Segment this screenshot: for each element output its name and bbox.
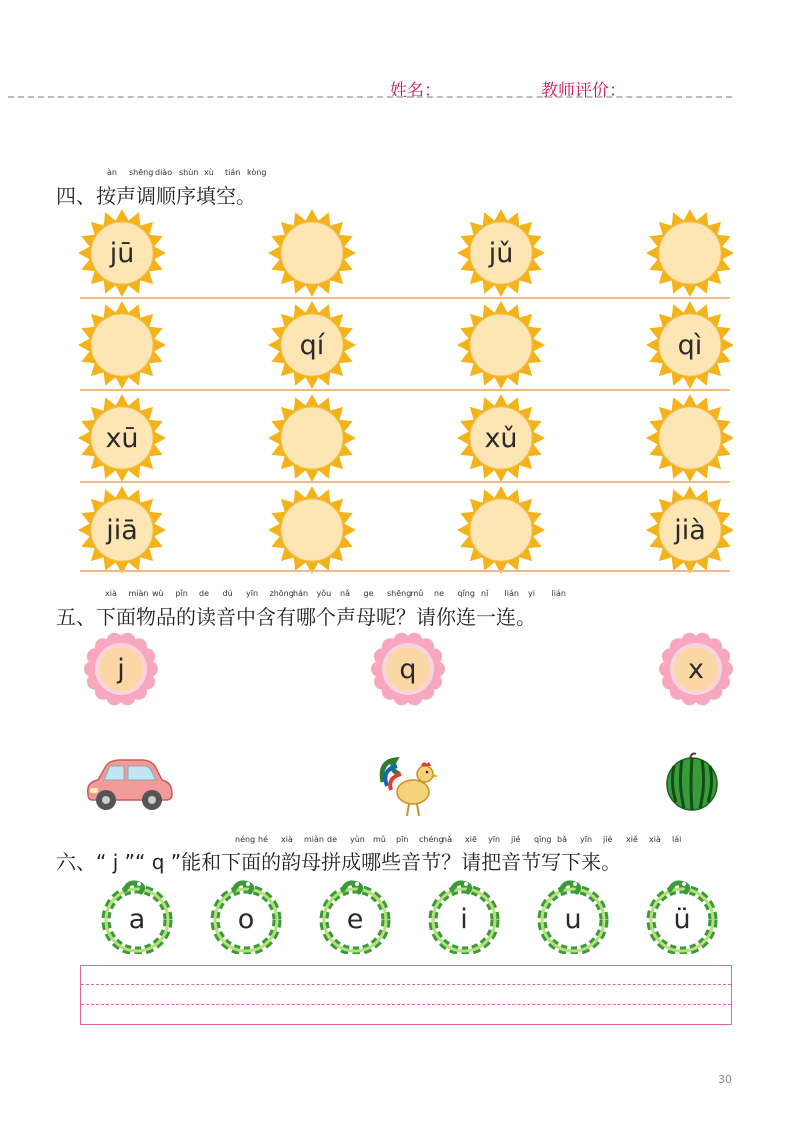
final-snail[interactable] — [317, 878, 393, 954]
sun-syllable: qí — [299, 329, 325, 361]
sun-syllable — [266, 207, 358, 299]
pinyin-annotation: mǔ — [410, 589, 424, 598]
watermelon-picture[interactable] — [664, 752, 720, 812]
car-picture[interactable] — [80, 754, 176, 814]
pinyin-annotation: jié — [511, 835, 521, 844]
pinyin-annotation: xiē — [465, 835, 477, 844]
initial-flower-j[interactable] — [84, 632, 158, 706]
pinyin-annotation: lián — [551, 589, 566, 598]
final-snail[interactable] — [426, 878, 502, 954]
pinyin-annotation: ge — [363, 589, 374, 598]
final-snail[interactable] — [644, 878, 720, 954]
pinyin-annotation: hé — [258, 835, 268, 844]
pinyin-annotation: qǐng — [457, 589, 475, 598]
initial-flower-q[interactable] — [371, 632, 445, 706]
sun-syllable: xū — [105, 422, 139, 454]
sun-syllable — [455, 484, 547, 576]
final-label: e — [346, 903, 364, 935]
pinyin-annotation: pǐn — [175, 589, 188, 598]
sun-cell[interactable] — [455, 484, 547, 576]
final-snail[interactable] — [535, 878, 611, 954]
sun-syllable: xǔ — [484, 422, 518, 454]
section5-pinyin — [105, 589, 585, 599]
pinyin-annotation: wù — [152, 589, 164, 598]
sun-cell[interactable] — [455, 392, 547, 484]
pinyin-annotation: nǐ — [481, 589, 489, 598]
sun-cell[interactable] — [266, 299, 358, 391]
initial-flower-x[interactable] — [659, 632, 733, 706]
section6-title: 六、“ j ”“ q ”能和下面的韵母拼成哪些音节？请把音节写下来。 — [56, 850, 622, 874]
section4-title: 四、按声调顺序填空。 — [56, 184, 256, 208]
sun-cell[interactable] — [644, 299, 736, 391]
sun-cell[interactable] — [455, 299, 547, 391]
pinyin-annotation: miàn — [128, 589, 149, 598]
sun-syllable: qì — [677, 329, 703, 361]
pinyin-annotation: dú — [222, 589, 233, 598]
sun-syllable — [266, 392, 358, 484]
pinyin-annotation: yīn — [246, 589, 259, 598]
row-divider — [80, 481, 730, 483]
pinyin-annotation: xià — [105, 589, 117, 598]
writing-area[interactable] — [80, 965, 732, 1025]
sun-cell[interactable] — [644, 207, 736, 299]
pinyin-annotation: jié — [603, 835, 613, 844]
pinyin-annotation: zhōng — [269, 589, 294, 598]
sun-syllable: jū — [109, 237, 135, 269]
pinyin-annotation: xià — [649, 835, 661, 844]
pinyin-annotation: nǎ — [442, 835, 452, 844]
pinyin-annotation: qǐng — [534, 835, 552, 844]
pinyin-annotation: lián — [504, 589, 519, 598]
pinyin-annotation: de — [327, 835, 337, 844]
row-divider — [80, 570, 730, 572]
sun-cell[interactable] — [76, 207, 168, 299]
sun-cell[interactable] — [76, 299, 168, 391]
sun-cell[interactable] — [644, 484, 736, 576]
final-label: o — [237, 903, 255, 935]
pinyin-annotation: yùn — [350, 835, 365, 844]
pinyin-annotation: yīn — [488, 835, 501, 844]
sun-syllable — [266, 484, 358, 576]
sun-syllable: jià — [674, 514, 706, 546]
header-dashed-divider — [8, 96, 732, 98]
pinyin-annotation: chéng — [419, 835, 444, 844]
pinyin-annotation: yǒu — [316, 589, 332, 598]
pinyin-annotation: yi — [528, 589, 535, 598]
pinyin-annotation: nǎ — [340, 589, 350, 598]
pinyin-annotation: néng — [235, 835, 256, 844]
page-number: 30 — [718, 1073, 732, 1086]
sun-cell[interactable] — [644, 392, 736, 484]
pinyin-annotation: shēng — [387, 589, 412, 598]
pinyin-annotation: pīn — [396, 835, 409, 844]
pinyin-annotation: de — [199, 589, 209, 598]
sun-cell[interactable] — [76, 484, 168, 576]
teacher-evaluation-label: 教师评价： — [541, 81, 626, 101]
final-label: ü — [673, 903, 691, 935]
initial-label: q — [399, 653, 417, 685]
section6-pinyin — [235, 835, 705, 845]
sun-syllable: jǔ — [488, 237, 514, 269]
sun-cell[interactable] — [455, 207, 547, 299]
initial-label: x — [688, 653, 704, 685]
writing-guide-line — [81, 984, 731, 985]
pinyin-annotation: bǎ — [557, 835, 567, 844]
initial-label: j — [117, 653, 125, 685]
sun-cell[interactable] — [266, 484, 358, 576]
pinyin-annotation: xiě — [626, 835, 638, 844]
sun-cell[interactable] — [76, 392, 168, 484]
sun-cell[interactable] — [266, 392, 358, 484]
final-label: i — [460, 903, 468, 935]
name-label: 姓名： — [390, 81, 441, 101]
final-label: a — [128, 903, 146, 935]
section5-title: 五、下面物品的读音中含有哪个声母呢？请你连一连。 — [56, 605, 536, 629]
rooster-picture[interactable] — [377, 752, 443, 820]
final-label: u — [564, 903, 582, 935]
pinyin-annotation: miàn — [304, 835, 324, 844]
sun-syllable: jiā — [106, 514, 138, 546]
final-snail[interactable] — [99, 878, 175, 954]
row-divider — [80, 297, 730, 299]
pinyin-annotation: xià — [281, 835, 293, 844]
pinyin-annotation: ne — [434, 589, 444, 598]
sun-syllable — [455, 299, 547, 391]
pinyin-annotation: yīn — [580, 835, 593, 844]
pinyin-annotation: lái — [672, 835, 682, 844]
final-snail[interactable] — [208, 878, 284, 954]
sun-syllable — [76, 299, 168, 391]
pinyin-annotation: hán — [293, 589, 309, 598]
sun-cell[interactable] — [266, 207, 358, 299]
pinyin-annotation: mǔ — [373, 835, 386, 844]
row-divider — [80, 389, 730, 391]
sun-syllable — [644, 392, 736, 484]
sun-syllable — [644, 207, 736, 299]
writing-guide-line — [81, 1004, 731, 1005]
